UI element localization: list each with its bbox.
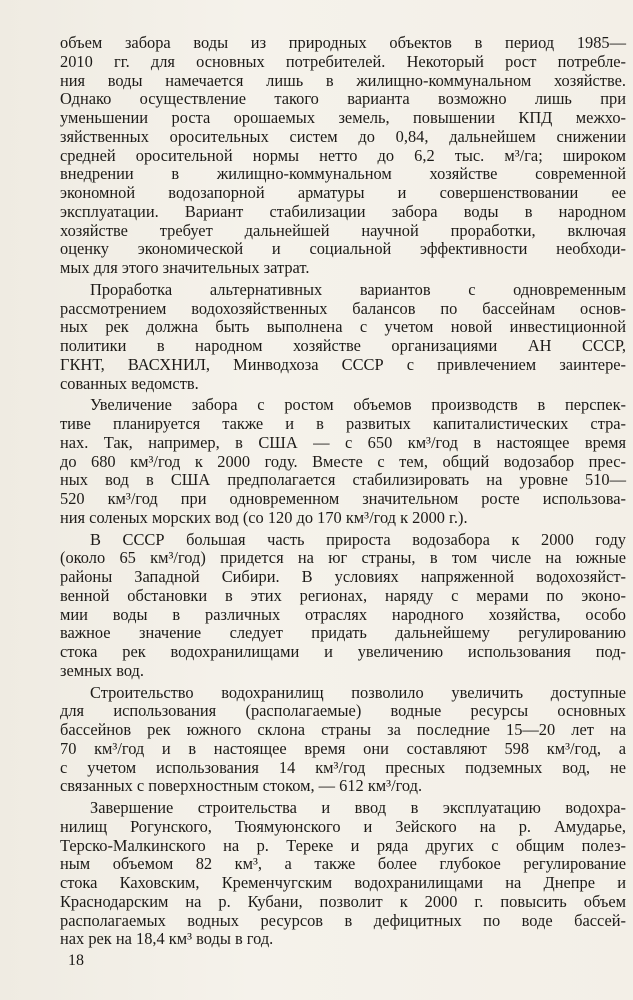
text-line: 2010 гг. для основных потребителей. Некоторый рост потребле- (60, 51, 626, 71)
text-line: мых для этого значительных затрат. (60, 258, 310, 277)
body-text (60, 34, 626, 949)
paragraph-1 (60, 34, 626, 278)
paragraph-4 (60, 531, 626, 681)
text-line: нах рек на 18,4 км³ воды в год. (60, 929, 274, 949)
text-line: ния воды намечается лишь в жилищно-коммунальном хозяйстве. (60, 70, 626, 90)
text-line: ных рек должна быть выполнена с учетом новой инвестиционной (60, 317, 626, 337)
text-line: рассмотрением водохозяйственных балансов по бассейнам основ- (60, 298, 626, 318)
text-line: Строительство водохранилищ позволило увеличить доступные (90, 682, 626, 702)
text-line: ных вод в США предполагается стабилизировать на уровне 510— (60, 470, 626, 490)
paragraph-5 (60, 684, 626, 797)
text-line: Краснодарским на р. Кубани, позволит к 2000 г. повысить объем (60, 891, 626, 911)
text-line: внедрении в жилищно-коммунальном хозяйстве современной (60, 164, 626, 184)
text-line: 520 км³/год при одновременном значительном росте использова- (60, 489, 626, 508)
text-line: стока рек водохранилищами и увеличению использования под- (60, 642, 626, 661)
text-line: Терско-Малкинского на р. Тереке и ряда других с общим полез- (60, 835, 626, 855)
text-line: с учетом использования 14 км³/год пресных подземных вод, не (60, 757, 626, 777)
text-line: эксплуатации. Вариант стабилизации забора воды в народном (60, 201, 626, 221)
text-line: связанных с поверхностным стоком, — 612 км³/год. (60, 776, 423, 796)
text-line: 70 км³/год и в настоящее время они составляют 598 км³/год, а (60, 738, 626, 758)
text-line: Однако осуществление такого варианта возможно лишь при (60, 89, 626, 109)
text-line: оценку экономической и социальной эффективности необходи- (60, 239, 626, 259)
text-line: венной обстановки в этих регионах, наряду с мерами по эконо- (60, 585, 626, 605)
text-line: земных вод. (60, 660, 144, 680)
text-line: сованных ведомств. (60, 373, 199, 393)
text-line: уменьшении роста орошаемых земель, повышении КПД межхо- (60, 108, 626, 127)
text-line: хозяйстве требует дальнейшей научной проработки, включая (60, 220, 626, 240)
text-line: объем забора воды из природных объектов в период 1985— (60, 33, 626, 52)
text-line: В СССР большая часть прироста водозабора к 2000 году (90, 529, 626, 549)
text-line: Проработка альтернативных вариантов с одновременным (90, 279, 626, 299)
text-line: бассейнов рек южного склона страны за последние 15—20 лет на (60, 720, 626, 739)
text-line: нилищ Рогунского, Тюямуюнского и Зейского на р. Амударье, (60, 816, 626, 836)
text-line: нах. Так, например, в США — с 650 км³/год в настоящее время (60, 432, 626, 452)
text-line: экономной водозапорной арматуры и совершенствовании ее (60, 183, 626, 202)
text-line: средней оросительной нормы нетто до 6,2 тыс. м³/га; широком (60, 145, 626, 165)
text-line: ГКНТ, ВАСХНИЛ, Минводхоза СССР с привлечением заинтере- (60, 354, 626, 374)
paragraph-3 (60, 396, 626, 527)
text-line: (около 65 км³/год) придется на юг страны, в том числе на южные (60, 548, 626, 568)
text-line: ным объемом 82 км³, а также более глубокое регулирование (60, 854, 626, 874)
page-number: 18 (68, 952, 84, 969)
text-line: зяйственных оросительных систем до 0,84, дальнейшем снижении (60, 126, 626, 146)
text-line: располагаемых водных ресурсов в дефицитных по воде бассей- (60, 910, 626, 930)
text-line: стока Каховским, Кременчугским водохранилищами на Днепре и (60, 873, 626, 892)
text-line: Завершение строительства и ввод в эксплуатацию водохра- (90, 798, 626, 817)
text-line: районы Западной Сибири. В условиях напряженной водохозяйст- (60, 567, 626, 586)
text-line: мии воды в различных отраслях народного хозяйства, особо (60, 604, 626, 624)
text-line: политики в народном хозяйстве организациями АН СССР, (60, 336, 626, 355)
text-line: Увеличение забора с ростом объемов производств в перспек- (90, 395, 626, 415)
text-line: для использования (располагаемые) водные ресурсы основных (60, 701, 626, 721)
text-line: важное значение следует придать дальнейшему регулированию (60, 623, 626, 643)
text-line: ния соленых морских вод (со 120 до 170 км³/год к 2000 г.). (60, 507, 468, 527)
text-line: тиве планируется также и в развитых капиталистических стра- (60, 414, 626, 433)
paragraph-2 (60, 281, 626, 394)
text-line: до 680 км³/год к 2000 году. Вместе с тем, общий водозабор прес- (60, 451, 626, 471)
paragraph-6 (60, 799, 626, 949)
